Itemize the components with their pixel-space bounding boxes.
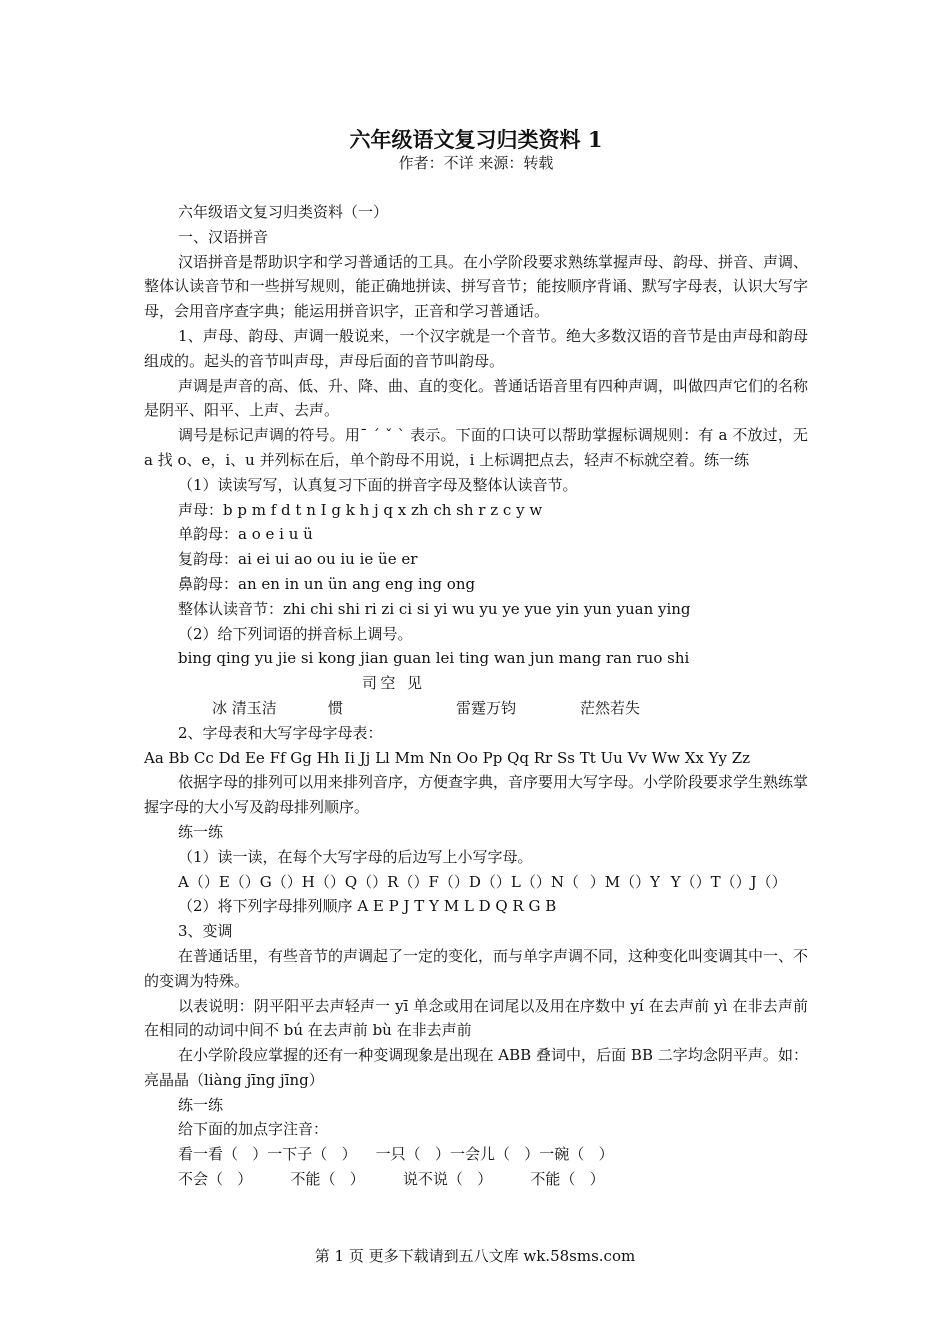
pinyin-row: bing qing yu jie si kong jian guan lei ting wan jun mang ran ruo shi (178, 649, 690, 668)
alphabet-row: Aa Bb Cc Dd Ee Ff Gg Hh Ii Jj Ll Mm Nn Oo Pp Qq Rr Ss Tt Uu Vv Ww Xx Yy Zz (144, 748, 751, 767)
paragraph: （1）读一读，在每个大写字母的后边写上小写字母。 (178, 847, 533, 866)
paragraph: 在普通话里，有些音节的声调起了一定的变化，而与单字声调不同，这种变化叫变调其中一、不的变调为特殊。 (144, 946, 809, 990)
paragraph: 练一练 (178, 1095, 224, 1114)
exercise-row: 不会（ ） 不能（ ） 说不说（ ） 不能（ ） (178, 1170, 605, 1189)
section-heading: 2、字母表和大写字母字母表： (178, 723, 383, 742)
paragraph: 声母：b p m f d t n I g k h j q x zh ch sh r z c y w (178, 500, 543, 519)
paragraph: 单韵母：a o e i u ü (178, 525, 313, 544)
exercise-row: 看一看（ ）一下子（ ） 一只（ ）一会儿（ ）一碗（ ） (178, 1145, 614, 1164)
paragraph: 练一练 (178, 822, 224, 841)
paragraph: A（）E（）G（）H（）Q（）R（）F（）D（）L（）N（ ）M（）Y Y（）T（）J（） (178, 872, 787, 891)
paragraph: 整体认读音节：zhi chi shi ri zi ci si yi wu yu ye yue yin yun yuan ying (178, 599, 691, 618)
word-item: 司空 见惯 (328, 674, 422, 717)
doc-byline: 作者：不详 来源：转载 (398, 154, 554, 172)
page-footer: 第 1 页 更多下载请到五八文库 wk.58sms.com (314, 1247, 636, 1265)
paragraph: 给下面的加点字注音： (178, 1120, 329, 1139)
paragraph: 汉语拼音是帮助识字和学习普通话的工具。在小学阶段要求熟练掌握声母、韵母、拼音、声调、整体认读音节和一些拼写规则，能正确地拼读、拼写音节；能按顺序背诵、默写字母表，认识大写字母，会用音序查字典；能运用拼音识字，正音和学习普通话。 (144, 252, 809, 321)
word-item: 雷霆万钧 (456, 698, 517, 717)
doc-body (144, 200, 808, 1192)
word-item: 茫然若失 (580, 698, 641, 717)
paragraph: 以表说明：阴平阳平去声轻声一 yī 单念或用在词尾以及用在序数中 yí 在去声前 yì 在非去声前在相同的动词中间不 bú 在去声前 bù 在非去声前 (144, 996, 808, 1040)
paragraph: 声调是声音的高、低、升、降、曲、直的变化。普通话语音里有四种声调，叫做四声它们的名称是阴平、阳平、上声、去声。 (144, 376, 809, 420)
paragraph: 在小学阶段应掌握的还有一种变调现象是出现在 ABB 叠词中，后面 BB 二字均念阴平声。如：亮晶晶（liàng jīng jīng） (144, 1046, 808, 1089)
word-item: 冰 清玉洁 (212, 698, 277, 717)
paragraph: 调号是标记声调的符号。用ˉ ˊ ˇ ˋ 表示。下面的口诀可以帮助掌握标调规则：有 a 不放过，无 a 找 o、e，i、u 并列标在后，单个韵母不用说，i 上标调把点去，轻声不标就空着。练一练 (144, 426, 808, 469)
paragraph: （1）读读写写，认真复习下面的拼音字母及整体认读音节。 (178, 475, 578, 494)
paragraph: 六年级语文复习归类资料（一） (178, 203, 389, 221)
word-row (144, 671, 808, 721)
paragraph: 1、声母、韵母、声调一般说来，一个汉字就是一个音节。绝大多数汉语的音节是由声母和韵母组成的。起头的音节叫声母，声母后面的音节叫韵母。 (144, 326, 808, 370)
section-heading: 一、汉语拼音 (178, 227, 269, 246)
paragraph: 依据字母的排列可以用来排列音序，方便查字典，音序要用大写字母。小学阶段要求学生熟练掌握字母的大小写及韵母排列顺序。 (144, 773, 809, 817)
section-heading: 3、变调 (178, 922, 233, 941)
doc-title: 六年级语文复习归类资料 1 (349, 127, 603, 152)
paragraph: 复韵母：ai ei ui ao ou iu ie üe er (178, 550, 418, 569)
paragraph: （2）给下列词语的拼音标上调号。 (178, 624, 413, 643)
paragraph: （2）将下列字母排列顺序 A E P J T Y M L D Q R G B (178, 897, 557, 916)
paragraph: 鼻韵母：an en in un ün ang eng ing ong (178, 574, 476, 593)
